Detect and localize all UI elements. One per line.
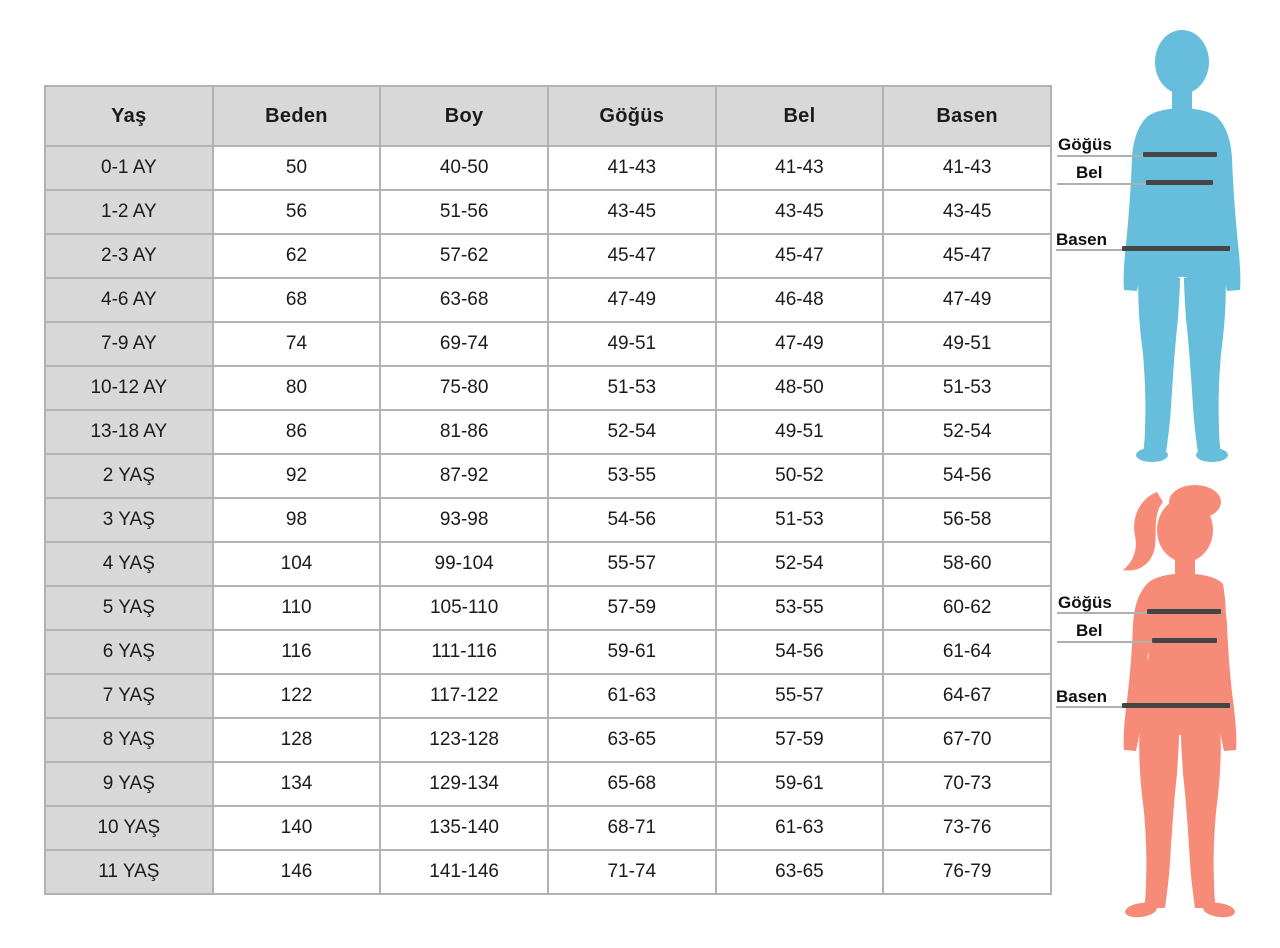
header-row bbox=[45, 86, 1051, 146]
measurement-cell: 98 bbox=[213, 498, 381, 542]
measurement-cell: 123-128 bbox=[380, 718, 548, 762]
measurement-cell: 116 bbox=[213, 630, 381, 674]
measurement-cell: 86 bbox=[213, 410, 381, 454]
measurement-cell: 43-45 bbox=[716, 190, 884, 234]
girl-hip-measure-line bbox=[1122, 703, 1230, 708]
table-row bbox=[45, 322, 1051, 366]
infant-waist-measure-line bbox=[1146, 180, 1213, 185]
measurement-cell: 63-65 bbox=[548, 718, 716, 762]
measurement-cell: 61-63 bbox=[548, 674, 716, 718]
age-cell: 4 YAŞ bbox=[45, 542, 213, 586]
measurement-cell: 46-48 bbox=[716, 278, 884, 322]
measurement-cell: 45-47 bbox=[716, 234, 884, 278]
measurement-cell: 71-74 bbox=[548, 850, 716, 894]
age-cell: 2-3 AY bbox=[45, 234, 213, 278]
infant-hip-label: Basen bbox=[1056, 230, 1108, 249]
measurement-cell: 99-104 bbox=[380, 542, 548, 586]
girl-chest-label: Göğüs bbox=[1058, 593, 1112, 612]
column-header-bel: Bel bbox=[716, 86, 884, 146]
infant-waist-label: Bel bbox=[1076, 163, 1103, 182]
size-table bbox=[44, 85, 1052, 895]
measurement-cell: 61-63 bbox=[716, 806, 884, 850]
measurement-cell: 51-53 bbox=[883, 366, 1051, 410]
measurement-cell: 50-52 bbox=[716, 454, 884, 498]
measurement-cell: 134 bbox=[213, 762, 381, 806]
column-header-gogus: Göğüs bbox=[548, 86, 716, 146]
column-header-basen: Basen bbox=[883, 86, 1051, 146]
measurement-cell: 54-56 bbox=[548, 498, 716, 542]
measurement-cell: 57-62 bbox=[380, 234, 548, 278]
measurement-cell: 59-61 bbox=[548, 630, 716, 674]
measurement-cell: 67-70 bbox=[883, 718, 1051, 762]
age-cell: 1-2 AY bbox=[45, 190, 213, 234]
age-cell: 8 YAŞ bbox=[45, 718, 213, 762]
girl-chest-measure-line bbox=[1147, 609, 1221, 614]
measurement-cell: 146 bbox=[213, 850, 381, 894]
measurement-cell: 105-110 bbox=[380, 586, 548, 630]
column-header-yas: Yaş bbox=[45, 86, 213, 146]
measurement-cell: 60-62 bbox=[883, 586, 1051, 630]
size-table-header bbox=[45, 86, 1051, 146]
measurement-cell: 49-51 bbox=[548, 322, 716, 366]
table-row bbox=[45, 542, 1051, 586]
measurement-cell: 111-116 bbox=[380, 630, 548, 674]
girl-hip-label: Basen bbox=[1056, 687, 1108, 706]
measurement-cell: 54-56 bbox=[883, 454, 1051, 498]
measurement-cell: 75-80 bbox=[380, 366, 548, 410]
age-cell: 7-9 AY bbox=[45, 322, 213, 366]
measurement-cell: 55-57 bbox=[716, 674, 884, 718]
measurement-cell: 43-45 bbox=[883, 190, 1051, 234]
table-row bbox=[45, 806, 1051, 850]
measurement-cell: 68 bbox=[213, 278, 381, 322]
column-header-beden: Beden bbox=[213, 86, 381, 146]
measurement-cell: 56 bbox=[213, 190, 381, 234]
measurement-cell: 43-45 bbox=[548, 190, 716, 234]
measurement-cell: 92 bbox=[213, 454, 381, 498]
measurement-cell: 73-76 bbox=[883, 806, 1051, 850]
table-row bbox=[45, 850, 1051, 894]
measurement-cell: 68-71 bbox=[548, 806, 716, 850]
measurement-cell: 52-54 bbox=[883, 410, 1051, 454]
girl-waist-label: Bel bbox=[1076, 621, 1103, 640]
measurement-cell: 64-67 bbox=[883, 674, 1051, 718]
age-cell: 5 YAŞ bbox=[45, 586, 213, 630]
measurement-cell: 49-51 bbox=[716, 410, 884, 454]
measurement-cell: 57-59 bbox=[548, 586, 716, 630]
measurement-cell: 128 bbox=[213, 718, 381, 762]
measurement-cell: 47-49 bbox=[883, 278, 1051, 322]
measurement-cell: 62 bbox=[213, 234, 381, 278]
measurement-cell: 110 bbox=[213, 586, 381, 630]
measurement-cell: 135-140 bbox=[380, 806, 548, 850]
measurement-cell: 63-65 bbox=[716, 850, 884, 894]
measurement-cell: 58-60 bbox=[883, 542, 1051, 586]
measurement-cell: 50 bbox=[213, 146, 381, 190]
measurement-cell: 40-50 bbox=[380, 146, 548, 190]
measurement-cell: 52-54 bbox=[548, 410, 716, 454]
infant-hip-measure-line bbox=[1122, 246, 1230, 251]
measurement-cell: 65-68 bbox=[548, 762, 716, 806]
table-row bbox=[45, 366, 1051, 410]
table-row bbox=[45, 498, 1051, 542]
measurement-cell: 48-50 bbox=[716, 366, 884, 410]
table-row bbox=[45, 190, 1051, 234]
measurement-cell: 45-47 bbox=[548, 234, 716, 278]
age-cell: 13-18 AY bbox=[45, 410, 213, 454]
measurement-cell: 70-73 bbox=[883, 762, 1051, 806]
measurement-cell: 54-56 bbox=[716, 630, 884, 674]
age-cell: 2 YAŞ bbox=[45, 454, 213, 498]
age-cell: 6 YAŞ bbox=[45, 630, 213, 674]
measurement-cell: 122 bbox=[213, 674, 381, 718]
measurement-cell: 56-58 bbox=[883, 498, 1051, 542]
measurement-cell: 51-53 bbox=[716, 498, 884, 542]
table-row bbox=[45, 718, 1051, 762]
measurement-cell: 57-59 bbox=[716, 718, 884, 762]
measurement-cell: 117-122 bbox=[380, 674, 548, 718]
table-row bbox=[45, 278, 1051, 322]
measurement-cell: 140 bbox=[213, 806, 381, 850]
girl-waist-measure-line bbox=[1152, 638, 1217, 643]
measurement-cell: 47-49 bbox=[548, 278, 716, 322]
age-cell: 7 YAŞ bbox=[45, 674, 213, 718]
age-cell: 4-6 AY bbox=[45, 278, 213, 322]
table-row bbox=[45, 146, 1051, 190]
measurement-cell: 41-43 bbox=[883, 146, 1051, 190]
age-cell: 3 YAŞ bbox=[45, 498, 213, 542]
measurement-cell: 69-74 bbox=[380, 322, 548, 366]
infant-chest-label: Göğüs bbox=[1058, 135, 1112, 154]
measurement-cell: 49-51 bbox=[883, 322, 1051, 366]
table-row bbox=[45, 630, 1051, 674]
infant-chest-measure-line bbox=[1143, 152, 1217, 157]
measurement-cell: 76-79 bbox=[883, 850, 1051, 894]
measurement-cell: 41-43 bbox=[548, 146, 716, 190]
measurement-cell: 80 bbox=[213, 366, 381, 410]
table-row bbox=[45, 586, 1051, 630]
measurement-cell: 53-55 bbox=[548, 454, 716, 498]
age-cell: 10-12 AY bbox=[45, 366, 213, 410]
measurement-cell: 93-98 bbox=[380, 498, 548, 542]
measurement-cell: 45-47 bbox=[883, 234, 1051, 278]
age-cell: 0-1 AY bbox=[45, 146, 213, 190]
age-cell: 11 YAŞ bbox=[45, 850, 213, 894]
measurement-cell: 52-54 bbox=[716, 542, 884, 586]
measurement-cell: 51-56 bbox=[380, 190, 548, 234]
table-row bbox=[45, 674, 1051, 718]
measurement-cell: 59-61 bbox=[716, 762, 884, 806]
table-row bbox=[45, 454, 1051, 498]
age-cell: 9 YAŞ bbox=[45, 762, 213, 806]
measurement-cell: 81-86 bbox=[380, 410, 548, 454]
table-row bbox=[45, 234, 1051, 278]
table-row bbox=[45, 762, 1051, 806]
measurement-cell: 87-92 bbox=[380, 454, 548, 498]
measurement-cell: 61-64 bbox=[883, 630, 1051, 674]
measurement-cell: 41-43 bbox=[716, 146, 884, 190]
measurement-cell: 63-68 bbox=[380, 278, 548, 322]
measurement-cell: 141-146 bbox=[380, 850, 548, 894]
column-header-boy: Boy bbox=[380, 86, 548, 146]
age-cell: 10 YAŞ bbox=[45, 806, 213, 850]
measurement-cell: 104 bbox=[213, 542, 381, 586]
size-table-body bbox=[45, 146, 1051, 894]
table-row bbox=[45, 410, 1051, 454]
measurement-cell: 47-49 bbox=[716, 322, 884, 366]
measurement-cell: 55-57 bbox=[548, 542, 716, 586]
measurement-cell: 74 bbox=[213, 322, 381, 366]
measurement-cell: 51-53 bbox=[548, 366, 716, 410]
measurement-cell: 129-134 bbox=[380, 762, 548, 806]
measurement-cell: 53-55 bbox=[716, 586, 884, 630]
